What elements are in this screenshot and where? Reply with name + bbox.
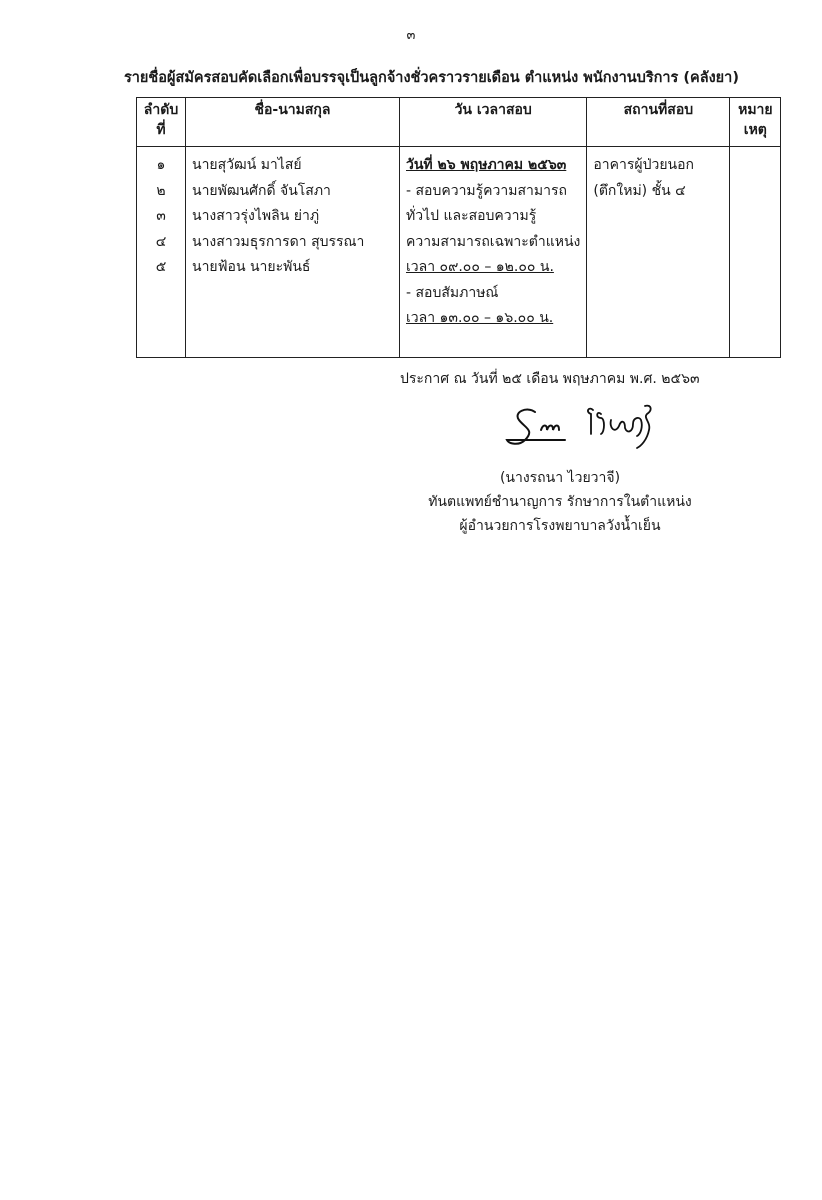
page-number: ๓ (406, 28, 416, 43)
document-title: รายชื่อผู้สมัครสอบคัดเลือกเพื่อบรรจุเป็นลูกจ้างชั่วคราวรายเดือน ตำแหน่ง พนักงานบริการ (คลังยา) (124, 70, 739, 86)
order-number: ๑ (156, 157, 166, 173)
order-number: ๕ (155, 259, 167, 275)
place-cell (587, 147, 730, 358)
header-exam-place: สถานที่สอบ (587, 98, 730, 147)
candidate-name: นายฟ้อน นายะพันธ์ (192, 259, 311, 275)
exam-time-afternoon: เวลา ๑๓.๐๐ – ๑๖.๐๐ น. (406, 310, 554, 326)
candidate-name: นายพัฒนศักดิ์ จันโสภา (192, 182, 331, 199)
candidate-table (136, 97, 781, 358)
place-line: อาคารผู้ป่วยนอก (593, 157, 694, 173)
signer-position: ทันตแพทย์ชำนาญการ รักษาการในตำแหน่ง (428, 494, 692, 510)
schedule-line: - สอบความรู้ความสามารถ (406, 182, 567, 199)
candidate-name: นางสาวมธุรการดา สุบรรณา (192, 233, 365, 250)
header-note-line1: หมาย (738, 102, 773, 118)
signer-organization: ผู้อำนวยการโรงพยาบาลวังน้ำเย็น (459, 518, 661, 534)
candidate-name: นายสุวัฒน์ มาไสย์ (192, 157, 302, 173)
order-cell (137, 147, 186, 358)
table-header-row (137, 98, 781, 147)
note-cell (730, 147, 781, 358)
table-row (137, 147, 781, 358)
order-number: ๓ (156, 208, 166, 224)
schedule-cell (400, 147, 587, 358)
exam-time-morning: เวลา ๐๙.๐๐ – ๑๒.๐๐ น. (406, 259, 554, 275)
name-cell (186, 147, 400, 358)
announcement-date: ประกาศ ณ วันที่ ๒๕ เดือน พฤษภาคม พ.ศ. ๒๕๖๓ (400, 371, 700, 387)
signature-image (505, 400, 665, 452)
schedule-line: ทั่วไป และสอบความรู้ (406, 208, 537, 224)
header-order (137, 98, 186, 147)
schedule-line: ความสามารถเฉพาะตำแหน่ง (406, 233, 581, 250)
order-number: ๔ (155, 233, 167, 250)
place-line: (ตึกใหม่) ชั้น ๔ (593, 182, 686, 199)
signer-name: (นางรถนา ไวยวาจี) (499, 470, 621, 486)
header-note-line2: เหตุ (743, 122, 767, 138)
signer-block (380, 466, 740, 538)
schedule-line: - สอบสัมภาษณ์ (406, 284, 499, 301)
header-exam-time: วัน เวลาสอบ (400, 98, 587, 147)
exam-date: วันที่ ๒๖ พฤษภาคม ๒๕๖๓ (406, 157, 567, 173)
candidate-name: นางสาวรุ่งไพลิน ย่าภู่ (192, 208, 320, 224)
header-order-line2: ที่ (156, 122, 166, 138)
order-number: ๒ (156, 182, 166, 199)
header-name: ชื่อ-นามสกุล (186, 98, 400, 147)
header-order-line1: ลำดับ (143, 102, 179, 118)
header-note (730, 98, 781, 147)
